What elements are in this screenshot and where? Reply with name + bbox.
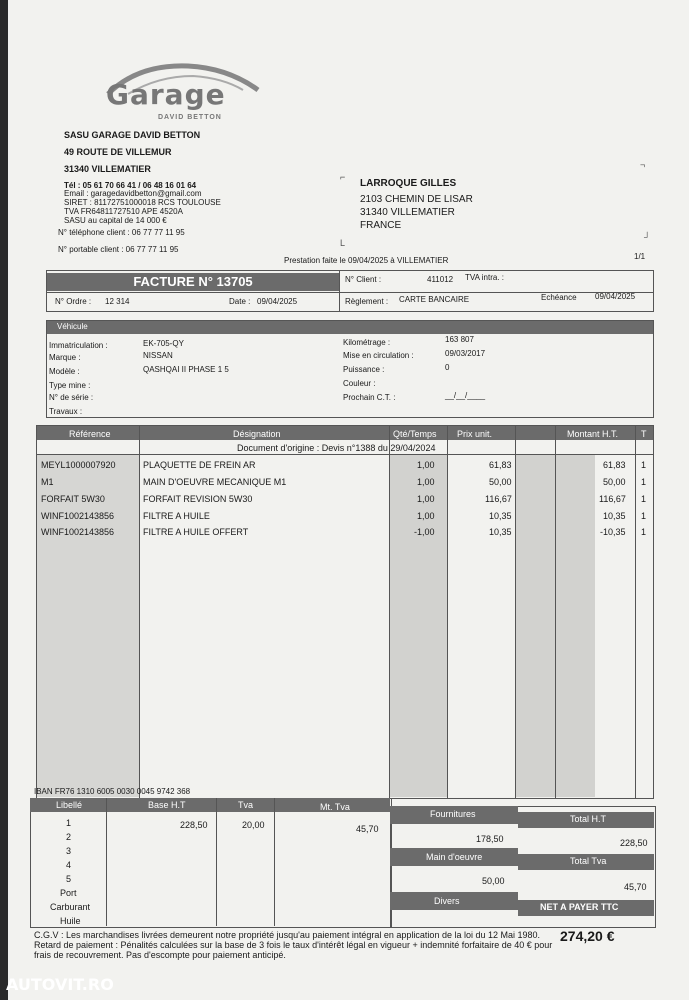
km-label: Kilométrage : — [343, 338, 391, 347]
company-siret: SIRET : 81172751000018 RCS TOULOUSE — [64, 198, 221, 207]
tva-header: Tva — [238, 800, 254, 810]
cgv-line-3: frais de recouvrement. Pas d'escompte pour paiement anticipé. — [34, 950, 286, 960]
row-t: 1 — [641, 527, 647, 537]
order-label: N° Ordre : — [55, 297, 92, 306]
net-label: NET A PAYER TTC — [540, 902, 619, 912]
tva-intra-label: TVA intra. : — [465, 273, 504, 282]
logo-text: Garage — [106, 78, 226, 111]
tva-value: 20,00 — [242, 820, 265, 830]
cgv-line-1: C.G.V : Les marchandises livrées demeurent notre propriété jusqu'au paiement intégral en application de la loi du 12 Mai 1980. — [34, 930, 541, 940]
base-value: 228,50 — [180, 820, 208, 830]
type-mine-label: Type mine : — [49, 381, 91, 390]
mt-tva-value: 45,70 — [356, 824, 379, 834]
client-phone: N° téléphone client : 06 77 77 11 95 — [58, 228, 185, 237]
client-number: 411012 — [427, 275, 454, 284]
reglement-label: Règlement : — [345, 297, 389, 306]
client-city: 31340 VILLEMATIER — [360, 207, 455, 218]
row-unit-price: 10,35 — [489, 527, 512, 537]
iban: IBAN FR76 1310 6005 0030 0045 9742 368 — [34, 787, 191, 796]
fournitures-value: 178,50 — [476, 834, 504, 844]
lines-table-header — [37, 426, 653, 440]
total-ht-value: 228,50 — [620, 838, 648, 848]
invoice-title: FACTURE N° 13705 — [47, 273, 339, 291]
row-t: 1 — [641, 460, 647, 470]
prestation-text: Prestation faite le 09/04/2025 à VILLEMATIER — [284, 256, 449, 265]
invoice-header-box — [46, 270, 654, 312]
fournitures-label: Fournitures — [430, 809, 476, 819]
net-value: 274,20 € — [560, 928, 615, 944]
total-line-label: Port — [60, 888, 77, 898]
row-designation: FILTRE A HUILE OFFERT — [143, 527, 249, 537]
row-t: 1 — [641, 494, 647, 504]
divers-label: Divers — [434, 896, 460, 906]
km-value: 163 807 — [445, 335, 474, 344]
date-label: Date : — [229, 297, 251, 306]
cgv-line-2: Retard de paiement : Pénalités calculées sur la base de 3 fois le taux d'intérêt légal en vigueur + indemnité forfaitaire de 40 € pour — [34, 940, 553, 950]
main-oeuvre-value: 50,00 — [482, 876, 505, 886]
logo-subtitle: DAVID BETTON — [158, 114, 222, 121]
row-amount: 116,67 — [599, 494, 626, 504]
total-line-label: Carburant — [50, 902, 91, 912]
row-ref: FORFAIT 5W30 — [41, 494, 105, 504]
row-amount: 10,35 — [603, 511, 626, 521]
company-name: SASU GARAGE DAVID BETTON — [64, 130, 201, 140]
invoice-date: 09/04/2025 — [257, 297, 298, 306]
company-street: 49 ROUTE DE VILLEMUR — [64, 147, 172, 157]
marque-label: Marque : — [49, 353, 81, 362]
company-email: Email : garagedavidbetton@gmail.com — [64, 189, 202, 198]
serie-label: N° de série : — [49, 393, 94, 402]
immat-label: Immatriculation : — [49, 341, 108, 350]
row-amount: -10,35 — [600, 527, 626, 537]
vehicle-header-bar — [47, 321, 653, 334]
ct-value: __/__/____ — [445, 391, 486, 400]
echeance-date: 09/04/2025 — [595, 292, 636, 301]
base-ht-header: Base H.T — [148, 800, 186, 810]
mec-label: Mise en circulation : — [343, 351, 414, 360]
invoice-paper: Garage DAVID BETTON SASU GARAGE DAVID BETTON 49 ROUTE DE VILLEMUR 31340 VILLEMATIER Tél : 05 61 70 66 41 / 06 48 16 01 64 Email : garagedavidbetton@gmail.com SIRET : 81172751000018 RCS TOULOUSE TVA FR64811727510 APE 4520A SASU au capital de 14 000 € N° téléphone client : 06 77 77 11 95 N° portable client : 06 77 77 11 95 ⌐ ¬ L ┘ LARROQUE GILLES 2103 CHEMIN DE LISAR 31340 VILLEMATIER FRANCE Prestation faite le 09/04/2025 à VILLEMATIER 1/1 FACTURE N° 13705 N° Ordre : 12 314 Date : 09/04/2025 N° Client : 411012 TVA intra. : Règlement : CARTE BANCAIRE Echéance 09/04/2025 Véhicule Immatriculation : EK-705-QY Marque : NISSAN Modèle : QASHQAI II PHASE 1 5 Type mine : N° de série : Travaux : Kilométrage : 163 807 Mise en circulation : 09/03/2017 Puissance : 0 Couleur : Prochain C.T. : __/__/____ Référence Désignation Qté/Temps Prix unit. Montant H.T. T Document d'origine : Devis n°1388 du 29/04/2024 MEYL1000007920 PLAQUETTE DE FREIN AR 1,00 61,83 61,83 1 M1 MAIN D'OEUVRE MECANIQUE M1 1,00 50,00 50,00 1 FORFAIT 5W30 FORFAIT REVISION 5W30 1,00 116,67 116,67 1 WINF1002143856 FILTRE A HUILE 1,00 10,35 10,35 1 WINF1002143856 FILTRE A HUILE OFFERT -1,00 10,35 -10,35 1 IBAN FR76 1310 6005 0030 0045 9742 368 Libellé Base H.T Tva Mt. Tva 1 2 3 4 5 Port Carburant Huile 228,50 20,00 45,70 Fournitures 178,50 Main d'oeuvre 50,00 Divers Total H.T 228,50 Total Tva 45,70 NET A PAYER TTC 274,20 € C.G.V : Les marchandises livrées demeurent notre propriété jusqu'au paiement intégral en application de la loi du 12 Mai 1980. Retard de paiement : Pénalités calculées sur la base de 3 fois le taux d'intérêt légal en vigueur + indemnité forfaitaire de 40 € pour frais de recouvrement. Pas d'escompte pour paiement anticipé. — [8, 0, 689, 1000]
col-designation: Désignation — [233, 429, 281, 439]
client-country: FRANCE — [360, 220, 402, 231]
marque-value: NISSAN — [143, 351, 173, 360]
row-unit-price: 116,67 — [485, 494, 512, 504]
row-amount: 61,83 — [603, 460, 626, 470]
mec-value: 09/03/2017 — [445, 349, 486, 358]
cgv-text — [34, 930, 674, 960]
travaux-label: Travaux : — [49, 407, 83, 416]
client-mobile: N° portable client : 06 77 77 11 95 — [58, 245, 179, 254]
libelle-header: Libellé — [56, 800, 83, 810]
vehicle-box — [46, 320, 654, 418]
row-qty: -1,00 — [414, 527, 435, 537]
col-qty: Qté/Temps — [393, 429, 437, 439]
row-qty: 1,00 — [417, 477, 435, 487]
ct-label: Prochain C.T. : — [343, 393, 396, 402]
page-number: 1/1 — [634, 252, 646, 261]
row-t: 1 — [641, 477, 647, 487]
row-designation: PLAQUETTE DE FREIN AR — [143, 460, 256, 470]
row-ref: MEYL1000007920 — [41, 460, 116, 470]
row-designation: FILTRE A HUILE — [143, 511, 210, 521]
main-oeuvre-label: Main d'oeuvre — [426, 852, 483, 862]
modele-label: Modèle : — [49, 367, 80, 376]
row-qty: 1,00 — [417, 511, 435, 521]
row-unit-price: 50,00 — [489, 477, 512, 487]
col-amount: Montant H.T. — [567, 429, 619, 439]
total-tva-label: Total Tva — [570, 856, 607, 866]
col-reference: Référence — [69, 429, 111, 439]
order-number: 12 314 — [105, 297, 130, 306]
client-name: LARROQUE GILLES — [360, 178, 457, 189]
echeance-label: Echéance — [541, 293, 577, 302]
totals-block — [30, 798, 654, 928]
row-ref: WINF1002143856 — [41, 511, 115, 521]
row-unit-price: 10,35 — [489, 511, 512, 521]
puissance-label: Puissance : — [343, 365, 385, 374]
row-qty: 1,00 — [417, 460, 435, 470]
row-amount: 50,00 — [603, 477, 626, 487]
company-phones: Tél : 05 61 70 66 41 / 06 48 16 01 64 — [64, 181, 197, 190]
total-line-label: Huile — [60, 916, 81, 926]
company-capital: SASU au capital de 14 000 € — [64, 216, 167, 225]
row-ref: M1 — [41, 477, 54, 487]
col-unit-price: Prix unit. — [457, 429, 493, 439]
mt-tva-header: Mt. Tva — [320, 802, 350, 812]
row-designation: FORFAIT REVISION 5W30 — [143, 494, 253, 504]
row-designation: MAIN D'OEUVRE MECANIQUE M1 — [143, 477, 287, 487]
total-line-label: 4 — [66, 860, 72, 870]
immat-value: EK-705-QY — [143, 339, 184, 348]
row-unit-price: 61,83 — [489, 460, 512, 470]
total-tva-value: 45,70 — [624, 882, 647, 892]
garage-logo — [98, 60, 268, 130]
total-line-label: 2 — [66, 832, 72, 842]
lines-table — [36, 425, 654, 799]
row-ref: WINF1002143856 — [41, 527, 115, 537]
total-line-label: 5 — [66, 874, 72, 884]
puissance-value: 0 — [445, 363, 450, 372]
origin-document: Document d'origine : Devis n°1388 du 29/04/2024 — [237, 443, 436, 453]
client-no-label: N° Client : — [345, 275, 382, 284]
vehicle-header: Véhicule — [57, 322, 88, 331]
total-line-label: 1 — [66, 818, 72, 828]
couleur-label: Couleur : — [343, 379, 376, 388]
client-street: 2103 CHEMIN DE LISAR — [360, 194, 473, 205]
reglement-value: CARTE BANCAIRE — [399, 295, 470, 304]
row-t: 1 — [641, 511, 647, 521]
watermark: AUTOVIT.RO — [6, 975, 114, 994]
company-tva: TVA FR64811727510 APE 4520A — [64, 207, 183, 216]
col-t: T — [641, 429, 647, 439]
row-qty: 1,00 — [417, 494, 435, 504]
total-ht-label: Total H.T — [570, 814, 607, 824]
total-line-label: 3 — [66, 846, 72, 856]
company-city: 31340 VILLEMATIER — [64, 164, 151, 174]
modele-value: QASHQAI II PHASE 1 5 — [143, 365, 229, 374]
